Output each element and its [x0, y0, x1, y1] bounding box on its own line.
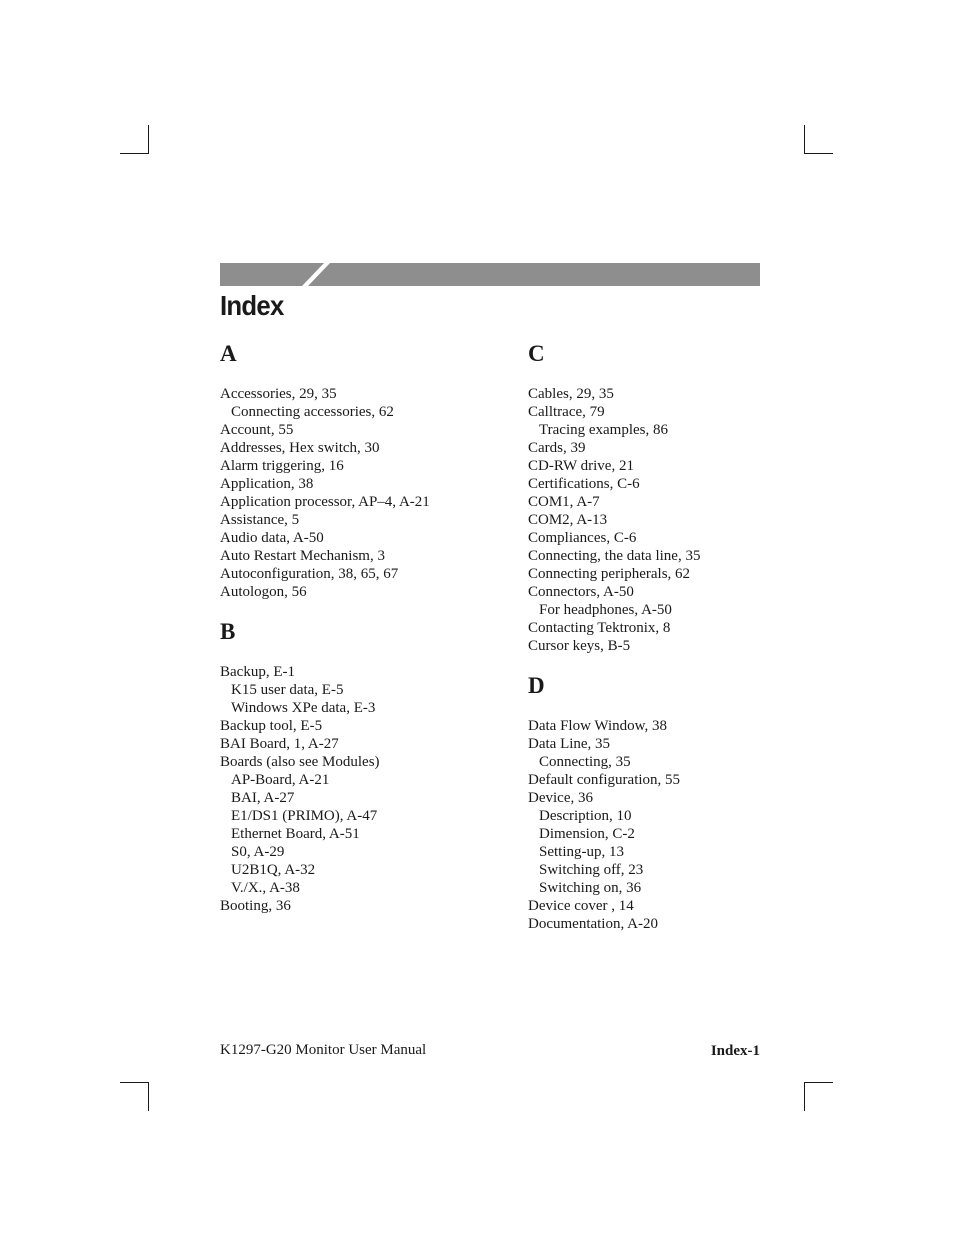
index-entry: Autoconfiguration, 38, 65, 67 — [220, 566, 399, 582]
entry-list — [220, 663, 520, 915]
crop-mark-bottom-right-horizontal — [804, 1082, 833, 1083]
index-subentry: V./X., A-38 — [231, 880, 300, 896]
index-entry: Device, 36 — [528, 790, 593, 806]
index-entry: Cards, 39 — [528, 440, 586, 456]
entry-list — [220, 385, 520, 601]
index-subentry: Connecting accessories, 62 — [231, 404, 394, 420]
index-entry: Connectors, A-50 — [528, 584, 634, 600]
index-entry: Compliances, C-6 — [528, 530, 637, 546]
index-subentry: S0, A-29 — [231, 844, 285, 860]
index-subentry: Setting-up, 13 — [539, 844, 624, 860]
index-subentry: Tracing examples, 86 — [539, 422, 669, 438]
index-entry: Device cover , 14 — [528, 898, 634, 914]
crop-mark-bottom-right-vertical — [804, 1082, 805, 1111]
index-entry: BAI Board, 1, A-27 — [220, 736, 339, 752]
chapter-banner — [220, 263, 760, 286]
index-entry: Calltrace, 79 — [528, 404, 605, 420]
index-subentry: Switching off, 23 — [539, 862, 644, 878]
index-entry: Connecting peripherals, 62 — [528, 566, 691, 582]
index-subentry: K15 user data, E-5 — [231, 682, 344, 698]
index-entry: Assistance, 5 — [220, 512, 300, 528]
index-entry: Application, 38 — [220, 476, 314, 492]
index-entry: Accessories, 29, 35 — [220, 386, 337, 402]
index-subentry: Connecting, 35 — [539, 754, 631, 770]
section-letter: A — [220, 341, 237, 366]
index-entry: Data Line, 35 — [528, 736, 611, 752]
index-entry: Alarm triggering, 16 — [220, 458, 344, 474]
index-entry: Documentation, A-20 — [528, 916, 658, 932]
index-entry: Cursor keys, B-5 — [528, 638, 631, 654]
index-entry: Contacting Tektronix, 8 — [528, 620, 671, 636]
crop-mark-top-left-vertical — [148, 125, 149, 154]
index-entry: Audio data, A-50 — [220, 530, 324, 546]
crop-mark-top-left-horizontal — [120, 153, 149, 154]
index-entry: Autologon, 56 — [220, 584, 307, 600]
index-entry: Backup tool, E-5 — [220, 718, 323, 734]
index-section-b — [220, 616, 520, 915]
index-subentry: Switching on, 36 — [539, 880, 642, 896]
index-subentry: AP-Board, A-21 — [231, 772, 330, 788]
index-entry: COM2, A-13 — [528, 512, 608, 528]
crop-mark-bottom-left-horizontal — [120, 1082, 149, 1083]
crop-mark-bottom-left-vertical — [148, 1082, 149, 1111]
section-letter: D — [528, 673, 545, 698]
index-column-left — [220, 338, 520, 915]
index-entry: Cables, 29, 35 — [528, 386, 614, 402]
footer-page-number: Index-1 — [710, 1043, 760, 1059]
index-section-d — [528, 670, 828, 933]
section-letter: C — [528, 341, 545, 366]
footer-manual-title: K1297-G20 Monitor User Manual — [220, 1042, 427, 1058]
index-subentry: Description, 10 — [539, 808, 632, 824]
entry-list — [528, 385, 828, 655]
index-subentry: E1/DS1 (PRIMO), A-47 — [231, 808, 378, 824]
index-section-c — [528, 338, 828, 655]
index-subentry: BAI, A-27 — [231, 790, 295, 806]
page-title: Index — [220, 290, 284, 321]
index-entry: Booting, 36 — [220, 898, 291, 914]
index-entry: Backup, E-1 — [220, 664, 295, 680]
index-entry: Certifications, C-6 — [528, 476, 640, 492]
index-subentry: Windows XPe data, E-3 — [231, 700, 376, 716]
index-subentry: U2B1Q, A-32 — [231, 862, 316, 878]
index-entry: Data Flow Window, 38 — [528, 718, 667, 734]
index-entry: CD-RW drive, 21 — [528, 458, 634, 474]
section-letter: B — [220, 619, 236, 644]
crop-mark-top-right-horizontal — [804, 153, 833, 154]
index-entry: Boards (also see Modules) — [220, 754, 380, 770]
entry-list — [528, 717, 828, 933]
index-entry: Addresses, Hex switch, 30 — [220, 440, 380, 456]
index-entry: Application processor, AP–4, A-21 — [220, 494, 430, 510]
index-entry: Connecting, the data line, 35 — [528, 548, 701, 564]
index-entry: Account, 55 — [220, 422, 294, 438]
index-subentry: Ethernet Board, A-51 — [231, 826, 360, 842]
index-entry: Auto Restart Mechanism, 3 — [220, 548, 385, 564]
index-subentry: Dimension, C-2 — [539, 826, 635, 842]
index-entry: COM1, A-7 — [528, 494, 600, 510]
index-section-a — [220, 338, 520, 601]
crop-mark-top-right-vertical — [804, 125, 805, 154]
index-entry: Default configuration, 55 — [528, 772, 681, 788]
index-column-right — [528, 338, 828, 933]
index-subentry: For headphones, A-50 — [539, 602, 672, 618]
